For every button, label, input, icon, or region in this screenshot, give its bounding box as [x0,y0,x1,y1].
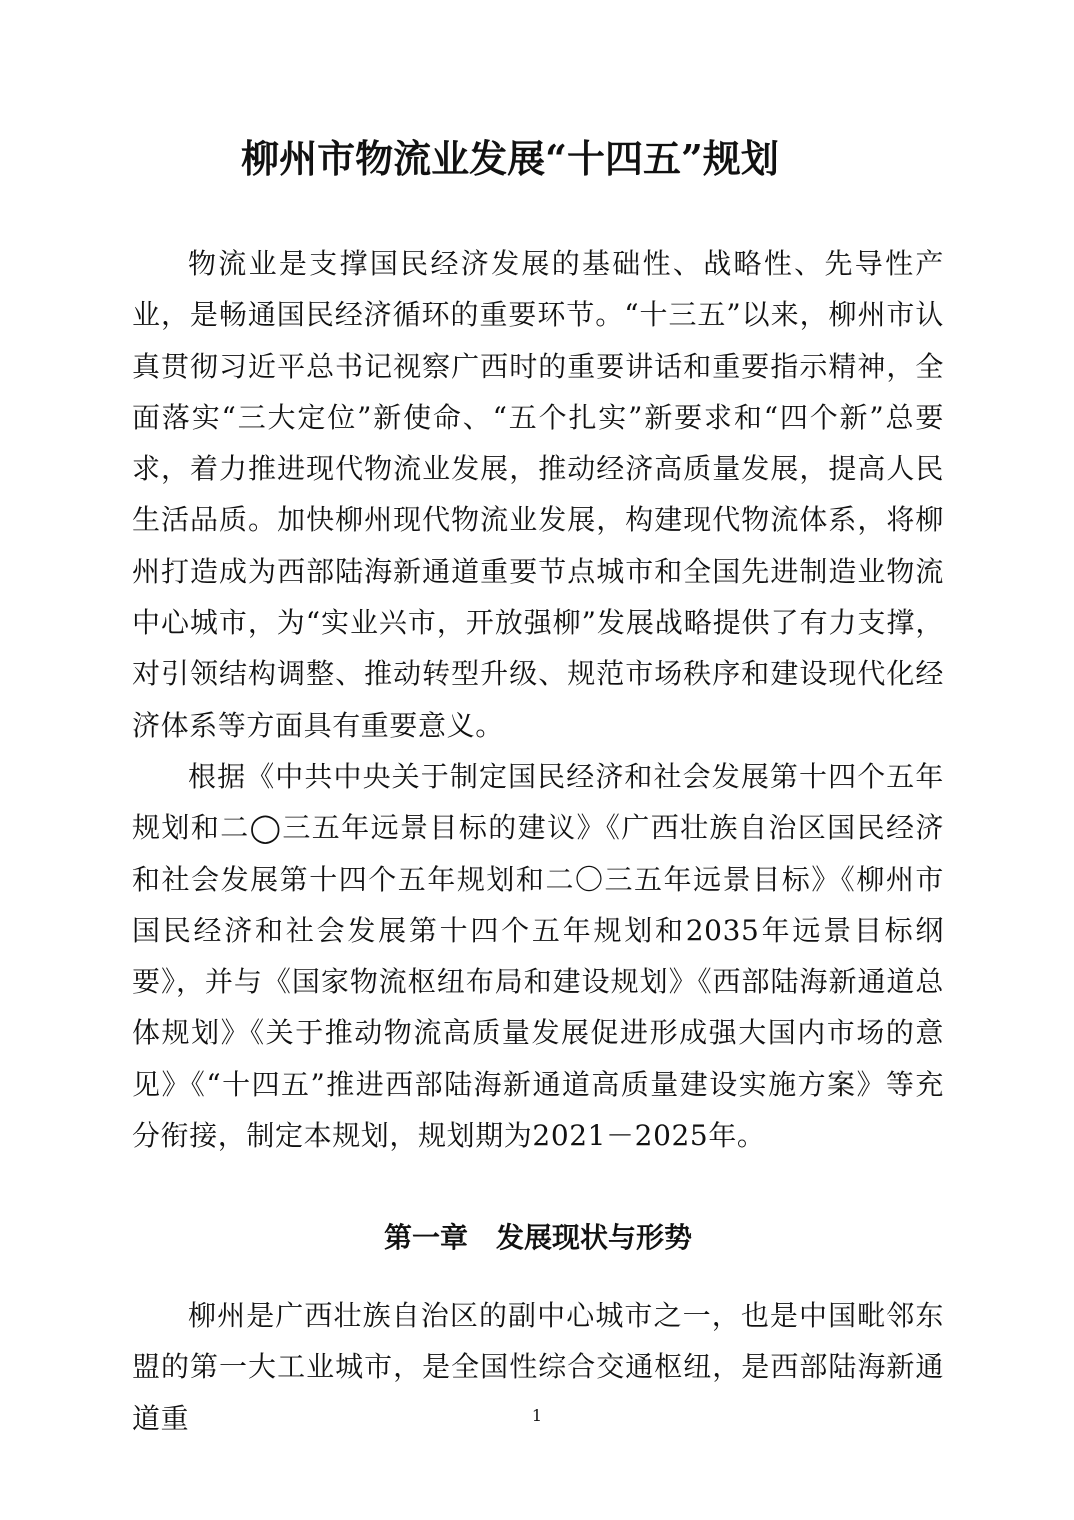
intro-paragraph-2: 根据《中共中央关于制定国民经济和社会发展第十四个五年规划和二◯三五年远景目标的建议》《广西壮族自治区国民经济和社会发展第十四个五年规划和二〇三五年远景目标》《柳州市国民经济和社会发展第十四个五年规划和2035年远景目标纲要》，并与《国家物流枢纽布局和建设规划》《西部陆海新通道总体规划》《关于推动物流高质量发展促进形成强大国内市场的意见》《“十四五”推进西部陆海新通道高质量建设实施方案》等充分衔接，制定本规划，规划期为2021－2025年。 [132,759,944,1153]
page-number: 1 [531,1406,543,1425]
chapter-heading: 第一章 发展现状与形势 [383,1221,692,1254]
intro-section [132,238,944,1161]
intro-paragraph-1: 物流业是支撑国民经济发展的基础性、战略性、先导性产业，是畅通国民经济循环的重要环节。“十三五”以来，柳州市认真贯彻习近平总书记视察广西时的重要讲话和重要指示精神，全面落实“三大定位”新使命、“五个扎实”新要求和“四个新”总要求，着力推进现代物流业发展，推动经济高质量发展，提高人民生活品质。加快柳州现代物流业发展，构建现代物流体系，将柳州打造成为西部陆海新通道重要节点城市和全国先进制造业物流中心城市，为“实业兴市，开放强柳”发展战略提供了有力支撑，对引领结构调整、推动转型升级、规范市场秩序和建设现代化经济体系等方面具有重要意义。 [132,247,944,742]
chapter-paragraph-1: 柳州是广西壮族自治区的副中心城市之一，也是中国毗邻东盟的第一大工业城市，是全国性综合交通枢纽，是西部陆海新通道重 [132,1299,944,1435]
document-title: 柳州市物流业发展“十四五”规划 [241,136,779,181]
